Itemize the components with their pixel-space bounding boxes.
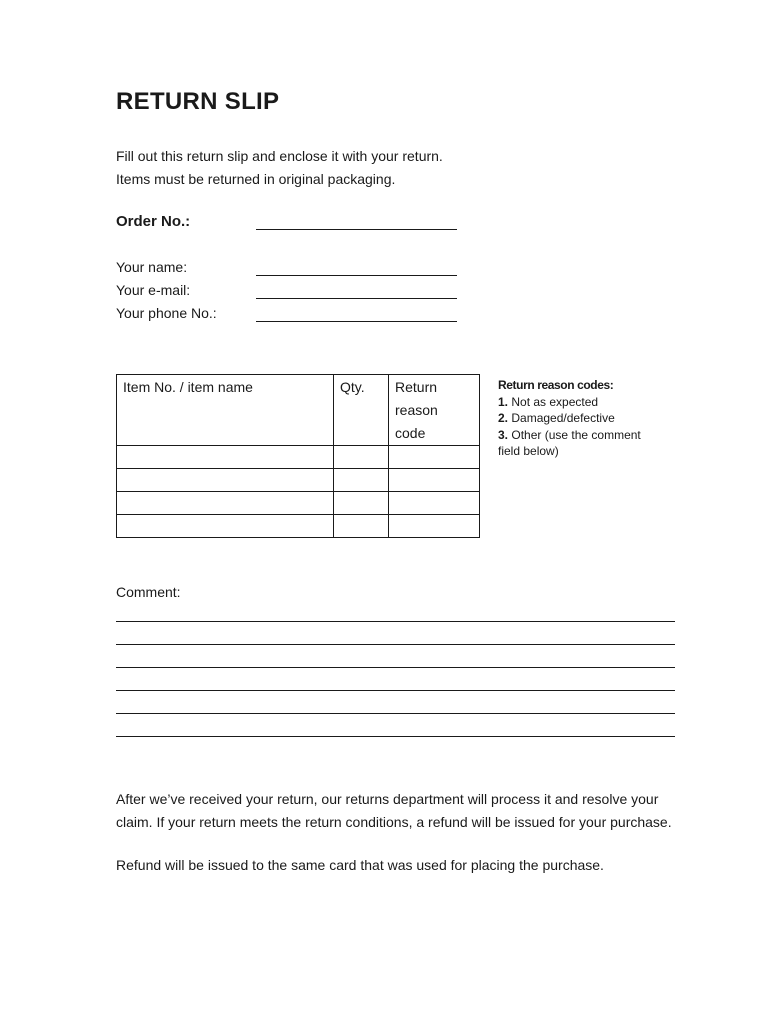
item-name-cell[interactable] xyxy=(117,469,334,492)
intro-line: Items must be returned in original packaging. xyxy=(116,171,396,187)
name-label: Your name: xyxy=(116,259,188,275)
name-field[interactable] xyxy=(116,259,476,281)
order-no-line[interactable] xyxy=(256,229,457,230)
reason-codes-legend xyxy=(498,377,663,460)
intro-line: Fill out this return slip and enclose it with your return. xyxy=(116,148,443,164)
intro-text xyxy=(116,145,443,191)
reason-code-item: 3. Other (use the comment field below) xyxy=(498,427,641,458)
qty-cell[interactable] xyxy=(334,492,389,515)
email-label: Your e-mail: xyxy=(116,282,191,298)
item-name-cell[interactable] xyxy=(117,446,334,469)
comment-label: Comment: xyxy=(116,584,181,600)
closing-text xyxy=(116,788,676,897)
qty-cell[interactable] xyxy=(334,515,389,538)
refund-paragraph: Refund will be issued to the same card that was used for placing the purchase. xyxy=(116,857,604,873)
order-no-field[interactable] xyxy=(116,213,476,235)
name-line[interactable] xyxy=(256,275,457,276)
item-name-cell[interactable] xyxy=(117,515,334,538)
comment-line[interactable] xyxy=(116,644,675,645)
qty-cell[interactable] xyxy=(334,469,389,492)
phone-line[interactable] xyxy=(256,321,457,322)
reason-code-item: 1. Not as expected xyxy=(498,394,599,409)
comment-line[interactable] xyxy=(116,736,675,737)
table-header-row xyxy=(117,375,480,446)
reason-code-cell[interactable] xyxy=(389,492,480,515)
comment-line[interactable] xyxy=(116,621,675,622)
email-line[interactable] xyxy=(256,298,457,299)
table-row xyxy=(117,446,480,469)
reason-code-cell[interactable] xyxy=(389,515,480,538)
items-table xyxy=(116,374,480,538)
comment-line[interactable] xyxy=(116,667,675,668)
phone-label: Your phone No.: xyxy=(116,305,217,321)
reason-code-header: Return reason code xyxy=(389,375,480,446)
email-field[interactable] xyxy=(116,282,476,304)
table-row xyxy=(117,469,480,492)
reason-code-cell[interactable] xyxy=(389,446,480,469)
table-row xyxy=(117,515,480,538)
order-no-label: Order No.: xyxy=(116,213,191,230)
reason-code-cell[interactable] xyxy=(389,469,480,492)
processing-paragraph: After we’ve received your return, our returns department will process it and resolve your claim. If your return meets the return conditions, a refund will be issued for your purchase. xyxy=(116,791,672,830)
qty-header: Qty. xyxy=(334,375,389,446)
comment-line[interactable] xyxy=(116,690,675,691)
qty-cell[interactable] xyxy=(334,446,389,469)
item-name-header: Item No. / item name xyxy=(117,375,334,446)
comment-line[interactable] xyxy=(116,713,675,714)
item-name-cell[interactable] xyxy=(117,492,334,515)
table-row xyxy=(117,492,480,515)
page-title: RETURN SLIP xyxy=(116,88,280,115)
reason-code-item: 2. Damaged/defective xyxy=(498,411,615,425)
reason-codes-heading: Return reason codes: xyxy=(498,378,614,392)
phone-field[interactable] xyxy=(116,305,476,327)
